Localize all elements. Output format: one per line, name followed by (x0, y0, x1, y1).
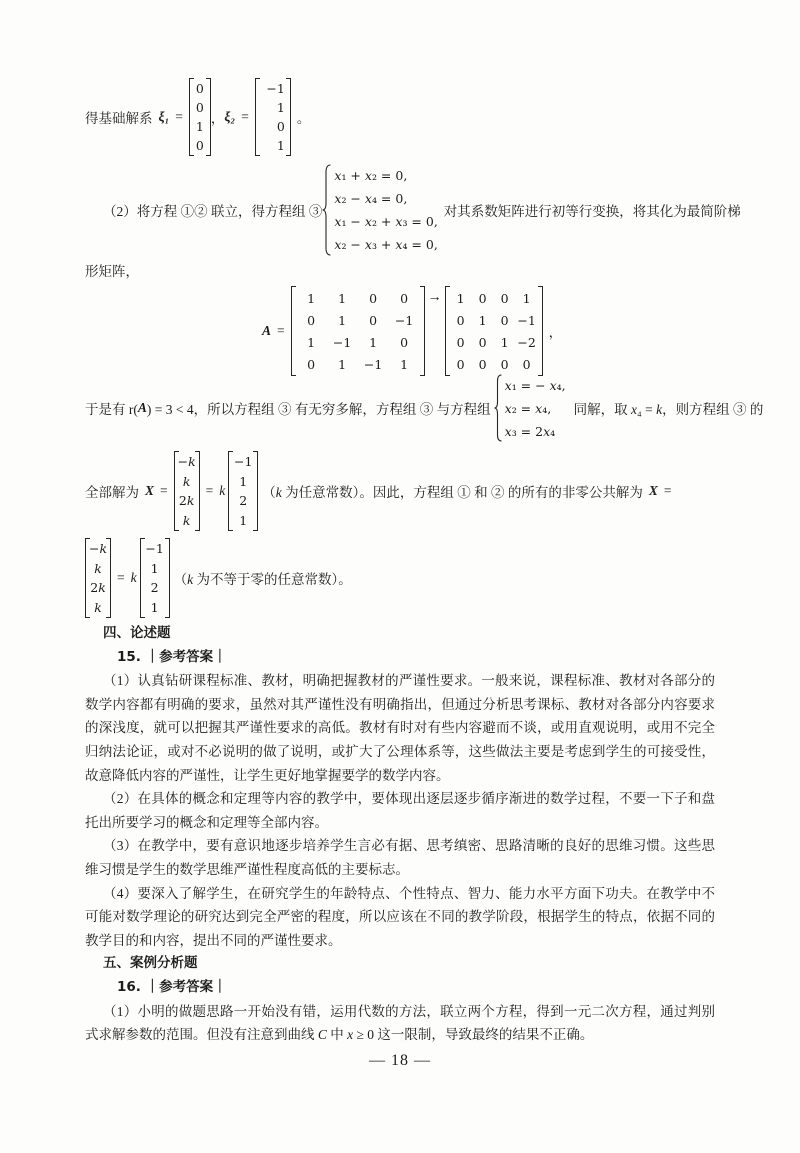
separator-comma: ， (210, 111, 225, 126)
answer-paragraph: （1）认真钻研课程标准、教材，明确把握教材的严谨性要求。一般来说，课程标准、教材对各部分的数学内容都有明确的要求，虽然对其严谨性没有明确指出，但通过分析思考课标、教材对各部分内容要求的深浅度，就可以把握其严谨性要求的高低。教材有时对有些内容避而不谈，或用直观说明，或用不完全归纳法论证，或对不必说明的做了说明，或扩大了公理体系等，这些做法主要是考虑到学生的可接受性，故意降低内容的严谨性，让学生更好地掌握要学的数学内容。 (85, 673, 715, 783)
matrix-row (450, 287, 538, 309)
equals-sign: = (205, 483, 214, 498)
matrix-row (194, 136, 206, 155)
matrix-row (261, 117, 285, 136)
math-letter: k (182, 512, 191, 528)
matrix-entry: 1 (150, 560, 159, 576)
matrix-entry: 0 (400, 334, 409, 350)
solution-vector-k (85, 538, 111, 618)
basis-solution-line (85, 76, 310, 158)
matrix-entry: 0 (478, 334, 487, 350)
matrix-entry: 1 (150, 599, 159, 615)
matrix-row (450, 331, 538, 353)
xi1-vector (189, 78, 211, 157)
matrix-row (194, 79, 206, 98)
matrix-row (296, 287, 420, 309)
system-3-lead-text: （2）将方程 ①② 联立，得方程组 ③ (103, 204, 323, 219)
math-letter: x (395, 237, 403, 252)
nonzero-solution-note: （k 为不等于零的任意常数）。 (173, 572, 352, 587)
equals-sign: = (117, 570, 125, 585)
equals-sign: = (160, 483, 168, 498)
matrix-entry: 0 (500, 290, 509, 306)
equals-sign: = (663, 483, 672, 498)
matrix-entry: 1 (369, 334, 378, 350)
matrix-row (233, 452, 253, 472)
matrix-entry: 0 (307, 312, 316, 328)
equation: x₂ − x₃ + x₄ = 0, (334, 237, 438, 252)
question-number: 15. (117, 648, 141, 665)
matrix-entry: −1 (145, 541, 164, 557)
matrix-entry: 1 (307, 290, 316, 306)
math-letter: k (187, 572, 194, 587)
matrix-entry: −k (88, 541, 108, 557)
matrix-entry: 0 (195, 80, 204, 96)
answer-label: ｜参考答案｜ (145, 978, 227, 995)
matrix-row (145, 578, 165, 598)
xi2-symbol: ξ₂ (224, 109, 236, 124)
question-16-header (85, 976, 715, 1000)
answer-label: ｜参考答案｜ (145, 648, 227, 665)
matrix-a-symbol: A (137, 400, 147, 415)
equation: x₃ = 2x₄ (504, 423, 556, 439)
equals-sign: = (175, 109, 183, 124)
matrix-row (296, 309, 420, 331)
matrix-row (194, 117, 206, 136)
left-brace (494, 374, 502, 442)
math-letter: k (219, 483, 226, 498)
math-letter: x (334, 214, 342, 229)
matrix-row (450, 309, 538, 331)
matrix-entry: 0 (500, 356, 509, 372)
matrix-entry: 2k (90, 580, 106, 596)
matrix-entry: −2 (517, 334, 536, 350)
math-letter: x (504, 377, 512, 393)
matrix-row (194, 98, 206, 117)
matrix-entry: 2 (150, 580, 159, 596)
continuation-line (85, 259, 139, 281)
matrix-entry: −k (177, 454, 196, 470)
math-letter: k (99, 541, 108, 557)
matrix-row (145, 598, 165, 618)
math-letter: k (182, 473, 191, 489)
answer-paragraph: （2）在具体的概念和定理等内容的教学中，要体现出逐层逐步循序渐进的数学过程，不要一下子和盘托出所要学习的概念和定理等全部内容。 (85, 791, 715, 830)
math-letter: x (549, 377, 557, 393)
math-letter: x (543, 423, 551, 439)
matrix-entry: 1 (338, 312, 347, 328)
math-letter: k (186, 493, 195, 509)
general-solution-lead: 全部解为 (85, 485, 139, 500)
matrix-row (261, 98, 285, 117)
continuation-text: 形矩阵， (85, 264, 139, 279)
math-letter: x (504, 400, 512, 416)
matrix-entry: 1 (338, 356, 347, 372)
matrix-entry: 1 (522, 290, 531, 306)
scalar-k (219, 483, 225, 499)
matrix-row (145, 559, 165, 579)
matrix-entry: 1 (338, 290, 347, 306)
matrix-row (261, 136, 285, 155)
solution-vector-k (174, 451, 200, 531)
x-vector-symbol: X (145, 483, 155, 498)
matrix-row (296, 331, 420, 353)
row-reduction-line (262, 285, 562, 377)
matrix-entry: 1 (239, 512, 248, 528)
matrix-entry: 1 (239, 473, 248, 489)
math-letter: k (98, 580, 106, 596)
equation: x₂ = x₄, (504, 400, 552, 416)
general-solution-line (85, 450, 678, 532)
math-letter: x (334, 237, 342, 252)
rank-lead-text-2: ) = 3 < 4，所以方程组 ③ 有无穷多解，方程组 ③ 与方程组 (146, 402, 491, 417)
question-15-header (85, 646, 715, 670)
matrix-entry: −1 (332, 334, 352, 350)
matrix-row (177, 452, 197, 472)
matrix-row (88, 559, 108, 579)
matrix-entry: 0 (456, 334, 465, 350)
reduced-system-equations (505, 374, 566, 443)
section-5-heading: 五、案例分析题 (103, 955, 198, 972)
math-letter: k (656, 402, 663, 417)
math-letter: k (188, 454, 196, 470)
matrix-entry (88, 600, 108, 615)
page-number: — 18 — (369, 1052, 431, 1069)
matrix-entry: 0 (307, 356, 316, 372)
math-letter: k (130, 570, 137, 585)
matrix-entry: 2k (178, 493, 195, 509)
matrix-entry: 0 (369, 312, 378, 328)
math-letter: k (275, 485, 282, 500)
system-3-tail-text: 对其系数矩阵进行初等行变换，将其化为最简阶梯 (443, 204, 741, 219)
xi2-vector (255, 78, 291, 157)
matrix-entry: 1 (478, 312, 487, 328)
matrix-row (145, 539, 165, 559)
matrix-row (177, 491, 197, 511)
rank-line (85, 372, 763, 444)
matrix-row (233, 511, 253, 531)
system-3-line (103, 163, 741, 257)
scalar-k (131, 570, 137, 586)
matrix-row (88, 578, 108, 598)
left-brace (322, 164, 331, 256)
matrix-entry (177, 474, 197, 489)
matrix-entry: 0 (500, 312, 509, 328)
matrix-entry: −1 (363, 356, 383, 372)
matrix-row (177, 511, 197, 531)
xi1-symbol: ξ₁ (158, 109, 170, 124)
basis-lead-text: 得基础解系 (85, 111, 153, 126)
matrix-entry: 1 (276, 99, 285, 115)
equation: x₁ − x₂ + x₃ = 0, (334, 214, 438, 229)
question-number: 16. (117, 978, 141, 995)
full-stop: 。 (296, 111, 311, 126)
matrix-entry (177, 513, 197, 528)
math-letter: x (364, 214, 372, 229)
matrix-entry: 2 (239, 493, 248, 509)
matrix-entry: −1 (266, 80, 285, 96)
matrix-entry: 0 (195, 99, 204, 115)
matrix-entry: 0 (456, 312, 465, 328)
matrix-entry: 0 (195, 138, 204, 154)
transform-arrow: → (427, 290, 442, 305)
answer-paragraph: （1）小明的做题思路一开始没有错，运用代数的方法，联立两个方程，得到一元二次方程，通过判别式求解参数的范围。但没有注意到曲线 C 中 x ≥ 0 这一限制，导致最终的结果不正确。 (85, 1003, 715, 1043)
math-letter: x (364, 168, 372, 183)
math-letter: C (317, 1027, 327, 1043)
matrix-entry: −1 (394, 312, 414, 328)
equation: x₁ = − x₄, (504, 377, 566, 393)
equals-sign: = (241, 109, 249, 124)
math-letter: x (334, 168, 342, 183)
equation: x₂ − x₄ = 0, (334, 191, 408, 206)
answer-paragraph: （4）要深入了解学生，在研究学生的年龄特点、个性特点、智力、能力水平方面下功夫。在教学中不可能对数学理论的研究达到完全严密的程度，所以应该在不同的教学阶段，根据学生的特点，依据不同的教学目的和内容，提出不同的严谨性要求。 (85, 885, 715, 948)
equals-sign: = (277, 323, 285, 338)
math-letter: k (94, 599, 102, 615)
coefficient-matrix (291, 286, 425, 376)
matrix-entry: 1 (276, 138, 285, 154)
rank-lead-text: 于是有 r( (85, 402, 138, 417)
matrix-entry: 1 (195, 119, 204, 135)
general-solution-note: （k 为任意常数）。因此，方程组 ① 和 ② 的所有的非零公共解为 (262, 485, 643, 500)
matrix-entry: 1 (400, 356, 409, 372)
matrix-row (88, 539, 108, 559)
equation: x₁ + x₂ = 0, (334, 168, 408, 183)
x-vector-symbol: X (648, 483, 658, 498)
answer-paragraph: （3）在教学中，要有意识地逐步培养学生言必有据、思考缜密、思路清晰的良好的思维习惯。这些思维习惯是学生的数学思维严谨性程度高低的主要标志。 (85, 838, 715, 877)
solution-basis-vector (140, 538, 170, 618)
matrix-row (88, 598, 108, 618)
math-letter: x (535, 400, 543, 416)
matrix-entry: 0 (478, 356, 487, 372)
math-letter: x (631, 402, 637, 417)
matrix-entry: 0 (400, 290, 409, 306)
matrix-entry (88, 561, 108, 576)
matrix-entry: 1 (307, 334, 316, 350)
section-4-heading: 四、论述题 (103, 625, 171, 641)
matrix-entry: 1 (500, 334, 509, 350)
matrix-row (261, 79, 285, 98)
matrix-a-symbol: A (262, 323, 272, 338)
matrix-entry: −1 (517, 312, 536, 328)
matrix-entry: 0 (522, 356, 531, 372)
math-letter: x (364, 191, 372, 206)
math-letter: k (94, 560, 102, 576)
solution-basis-vector (228, 451, 258, 531)
matrix-entry: 0 (369, 290, 378, 306)
matrix-row (233, 472, 253, 492)
math-letter: x (364, 237, 372, 252)
math-letter: x (504, 423, 512, 439)
comma: ， (548, 325, 563, 340)
reduced-echelon-matrix (445, 286, 543, 376)
math-letter: x (395, 214, 403, 229)
math-letter: x (334, 191, 342, 206)
matrix-row (177, 472, 197, 492)
matrix-entry: 0 (478, 290, 487, 306)
matrix-row (233, 491, 253, 511)
matrix-entry: 1 (456, 290, 465, 306)
matrix-entry: 0 (276, 119, 285, 135)
matrix-entry: −1 (234, 454, 253, 470)
matrix-entry: 0 (456, 356, 465, 372)
math-letter: x (347, 1027, 354, 1043)
nonzero-solution-line (85, 537, 352, 619)
answer-body (85, 622, 715, 1047)
system-3-equations (334, 164, 437, 256)
rank-tail-text: 同解，取 x₄ = k，则方程组 ③ 的 (573, 402, 764, 417)
